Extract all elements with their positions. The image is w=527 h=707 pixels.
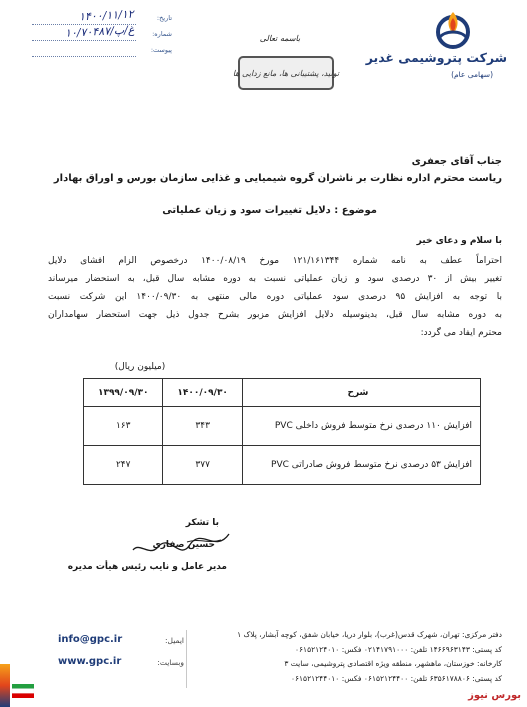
letter-meta [32, 7, 172, 60]
watermark-text: بورس نیوز [468, 690, 521, 701]
company-logo [365, 8, 507, 100]
company-type: (سهامی عام) [451, 70, 493, 79]
footer-divider [186, 630, 187, 688]
table-row [84, 446, 481, 485]
body-line: احتراماً عطف به نامه شماره ۱۲۱/۱۶۱۳۴۴ مورخ ۱۴۰۰/۰۸/۱۹ درخصوص الزام افشای دلایل [48, 256, 502, 266]
email-link[interactable]: info@gpc.ir [58, 634, 123, 645]
slogan-text: تولید، پشتیبانی ها، مانع زدایی ها [232, 68, 340, 78]
email-row [58, 632, 184, 654]
header-1399: ۱۳۹۹/۰۹/۳۰ [84, 379, 163, 407]
row-description: افزایش ۱۱۰ درصدی نرخ متوسط فروش داخلی PVC [242, 407, 480, 446]
table-header-row [84, 379, 481, 407]
company-name: شرکت پتروشیمی غدیر [365, 50, 507, 65]
recipient-name: جناب آقای جعفری [411, 156, 502, 167]
signer-name: حسین صفاری [152, 540, 215, 550]
date-label: تاریخ: [156, 14, 172, 22]
head-office-contact: کد پستی: ۱۴۶۶۹۶۳۱۴۳ تلفن: ۰۲۱۴۱۷۹۱۰۰۰ فکس: ۰۶۱۵۲۱۲۴۰۱۰ [295, 644, 502, 654]
row-value-1400: ۳۷۷ [163, 446, 242, 485]
recipient-title: ریاست محترم اداره نظارت بر ناشران گروه شیمیایی و غذایی سازمان بورس و اوراق بهادار [53, 173, 502, 184]
header-1400: ۱۴۰۰/۰۹/۳۰ [163, 379, 242, 407]
website-label: وبسایت: [157, 658, 184, 667]
row-value-1399: ۲۴۷ [84, 446, 163, 485]
row-value-1400: ۳۴۳ [163, 407, 242, 446]
attachment-row [32, 44, 172, 60]
email-label: ایمیل: [165, 636, 184, 645]
profit-changes-table [83, 378, 481, 485]
number-value: غ/پ/۱۰/۷۰۴۸۷ [64, 23, 135, 40]
body-line: به دوره مشابه سال قبل، بدینوسیله دلایل افزایش مزبور بشرح جدول ذیل جهت استحضار سهامداران [48, 310, 502, 320]
head-office-address: دفتر مرکزی: تهران، شهرک قدس(غرب)، بلوار دریا، خیابان شفق، کوچه آبشار، پلاک ۱ [237, 630, 502, 639]
header-description: شرح [242, 379, 480, 407]
footer-addresses [192, 628, 502, 686]
row-value-1399: ۱۶۳ [84, 407, 163, 446]
factory-address: کارخانه: خوزستان، ماهشهر، منطقه ویژه اقتصادی پتروشیمی، سایت ۳ [284, 659, 502, 668]
recipient-block [42, 153, 502, 187]
body-line: با توجه به افزایش ۹۵ درصدی سود عملیاتی دوره مالی منتهی به ۱۴۰۰/۰۹/۳۰ این شرکت نسبت [48, 292, 502, 302]
row-description: افزایش ۵۳ درصدی نرخ متوسط فروش صادراتی PVC [242, 446, 480, 485]
attachment-label: پیوست: [150, 46, 172, 54]
body-line: محترم ایفاد می گردد: [420, 328, 502, 338]
number-row [32, 23, 172, 44]
body-line: تغییر بیش از ۳۰ درصدی سود و زیان عملیاتی نسبت به دوره مشابه سال قبل، به استحضار میرساند [48, 274, 502, 284]
website-row [58, 654, 184, 676]
attachment-underline [32, 56, 136, 57]
unit-note: (میلیون ریال) [114, 362, 166, 372]
basmala-heading: باسمه تعالی [259, 34, 301, 43]
flame-logo-icon [429, 8, 473, 50]
flag-icon [12, 684, 34, 698]
brand-color-bar [0, 664, 10, 707]
signature-block [67, 518, 227, 578]
number-label: شماره: [152, 30, 172, 38]
factory-contact: کد پستی: ۶۳۵۶۱۷۸۸۰۶ تلفن: ۰۶۱۵۲۱۲۴۴۰۰ فکس: ۰۶۱۵۲۱۲۴۴۰۱۰ [290, 673, 502, 683]
website-link[interactable]: www.gpc.ir [58, 656, 122, 667]
closing-text: با تشکر [185, 518, 219, 528]
table-row [84, 407, 481, 446]
signer-title: مدیر عامل و نایب رئیس هیأت مدیره [67, 562, 227, 572]
letter-subject: موضوع : دلایل تغییرات سود و زیان عملیاتی [162, 205, 377, 216]
slogan-stamp [232, 56, 340, 90]
letter-body [48, 252, 502, 342]
date-value: ۱۴۰۰/۱۱/۱۲ [79, 7, 135, 24]
number-underline [32, 40, 136, 41]
salutation: با سلام و دعای خیر [416, 236, 502, 246]
footer-web-info [58, 632, 184, 676]
